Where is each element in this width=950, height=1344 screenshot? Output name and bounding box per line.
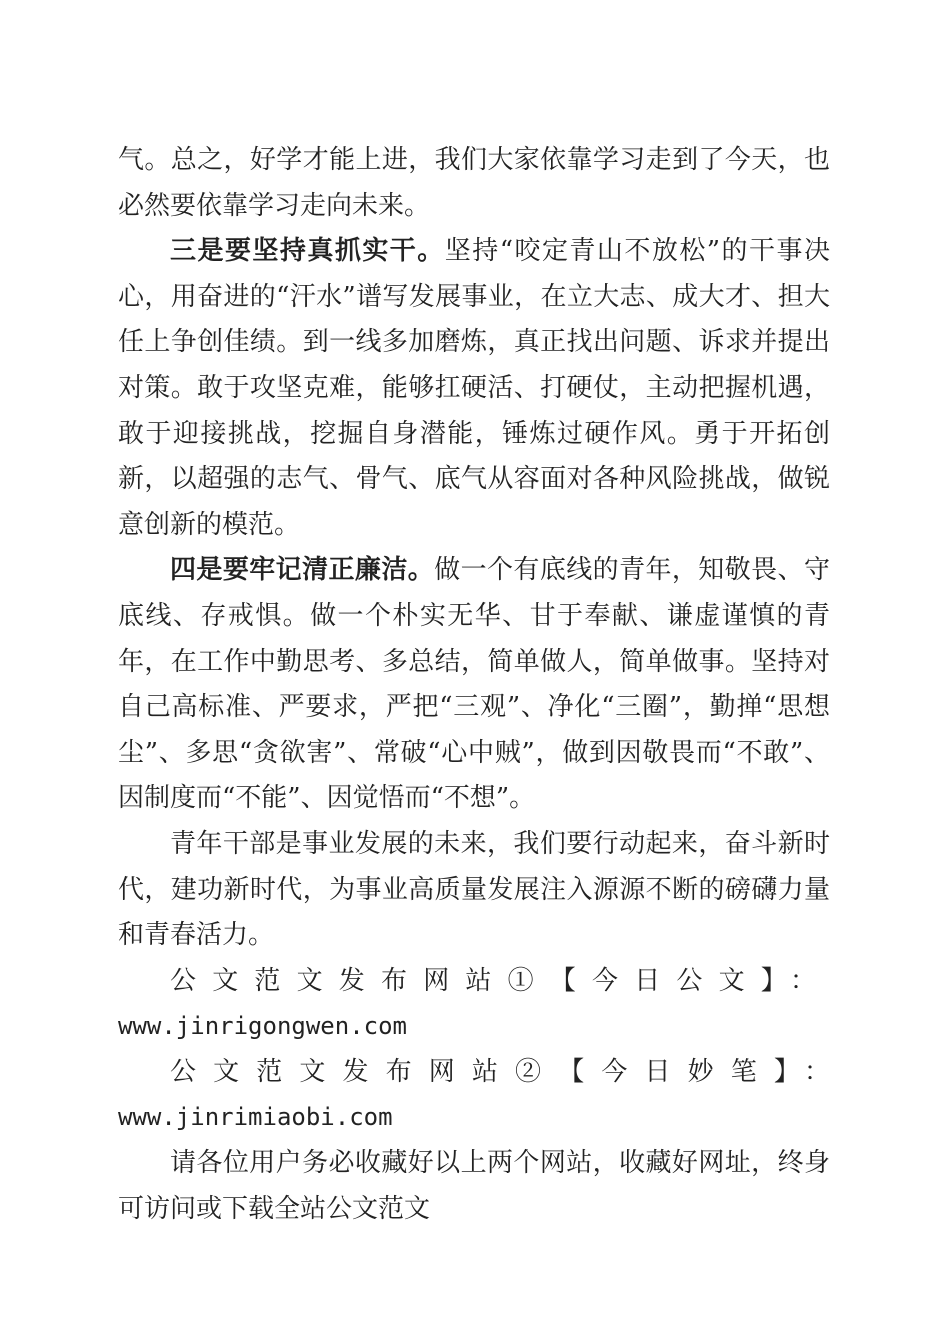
site-two-label: 公文范文发布网站②【今日妙笔】：	[170, 1056, 830, 1087]
point-three-heading: 三是要坚持真抓实干。	[170, 236, 445, 267]
point-four-body: 做一个有底线的青年，知敬畏、守底线、存戒惧。做一个朴实无华、甘于奉献、谦虚谨慎的青年，在工作中勤思考、多总结，简单做人，简单做事。坚持对自己高标准、严要求，严把“三观”、净化“三圈”，勤掸“思想尘”、多思“贪欲害”、常破“心中贼”，做到因敬畏而“不敢”、因制度而“不能”、因觉悟而“不想”。	[118, 555, 830, 814]
paragraph-conclusion: 青年干部是事业发展的未来，我们要行动起来，奋斗新时代，建功新时代，为事业高质量发展注入源源不断的磅礴力量和青春活力。	[118, 828, 830, 951]
site-one-line	[118, 959, 830, 1050]
document-page	[118, 138, 830, 1232]
bookmark-notice: 请各位用户务必收藏好以上两个网站，收藏好网址，终身可访问或下载全站公文范文	[118, 1148, 830, 1224]
paragraph-point-four	[118, 548, 830, 822]
paragraph-intro-end: 气。总之，好学才能上进，我们大家依靠学习走到了今天，也必然要依靠学习走向未来。	[118, 145, 830, 221]
site-two-line	[118, 1050, 830, 1141]
paragraph-point-three	[118, 229, 830, 548]
site-one-url[interactable]: www.jinrigongwen.com	[118, 1012, 407, 1041]
site-two-url[interactable]: www.jinrimiaobi.com	[118, 1103, 393, 1132]
point-three-body: 坚持“咬定青山不放松”的干事决心，用奋进的“汗水”谱写发展事业，在立大志、成大才、担大任上争创佳绩。到一线多加磨炼，真正找出问题、诉求并提出对策。敢于攻坚克难，能够扛硬活、打硬仗，主动把握机遇，敢于迎接挑战，挖掘自身潜能，锤炼过硬作风。勇于开拓创新，以超强的志气、骨气、底气从容面对各种风险挑战，做锐意创新的模范。	[118, 236, 830, 540]
point-four-heading: 四是要牢记清正廉洁。	[170, 555, 435, 586]
site-one-label: 公文范文发布网站①【今日公文】：	[170, 965, 830, 996]
